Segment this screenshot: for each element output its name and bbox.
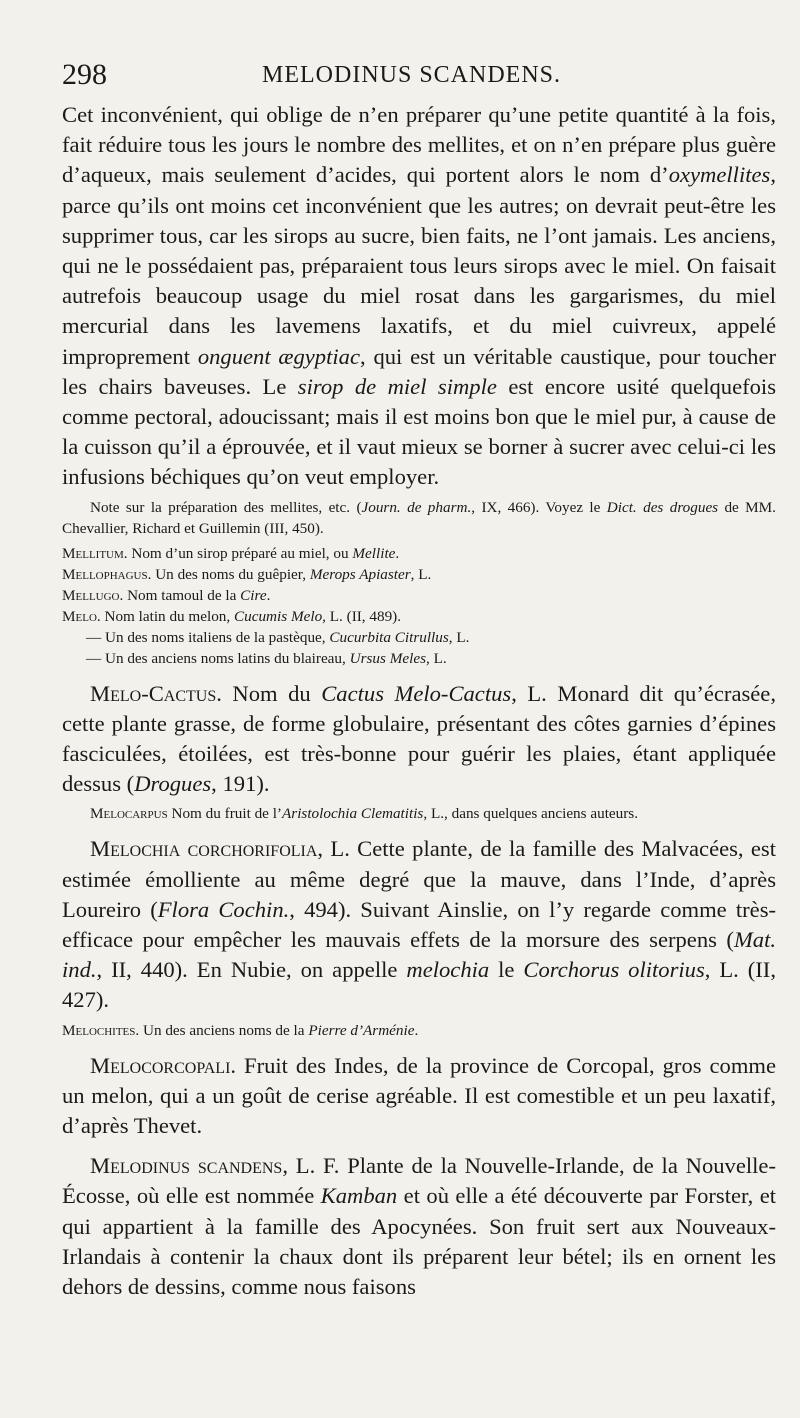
entry-headword: Melocarpus	[90, 805, 168, 823]
entry-melocarpus: Melocarpus Nom du fruit de l’Aristolochia Clematitis, L., dans quelques anciens auteurs.	[90, 805, 639, 823]
entry-melo-cactus: Melo-Cactus. Nom du Cactus Melo-Cactus, L. Monard dit qu’écrasée, cette plante grasse, de forme globulaire, présentant des côtes garnies d’épines fasciculées, étoilées, est très-bonne pour guérir les plaies, étant appliquée dessus (Drogues, 191).	[62, 680, 776, 797]
entry-melo-sub-1: — Un des noms italiens de la pastèque, Cucurbita Citrullus, L.	[86, 628, 470, 646]
entry-melochites: Melochites. Un des anciens noms de la Pierre d’Arménie.	[62, 1021, 419, 1039]
entry-mellugo: Mellugo. Nom tamoul de la Cire.	[62, 586, 271, 604]
entry-melo: Melo. Nom latin du melon, Cucumis Melo, L. (II, 489).	[62, 607, 402, 625]
entry-headword: Melo.	[62, 607, 101, 625]
entry-melo-sub-2: — Un des anciens noms latins du blaireau, Ursus Meles, L.	[86, 649, 447, 667]
entry-mellitum: Mellitum. Nom d’un sirop préparé au miel, ou Mellite.	[62, 544, 400, 562]
entry-headword: Melo-Cactus.	[90, 680, 222, 706]
entry-headword: Mellophagus.	[62, 565, 152, 583]
entry-headword: Mellugo.	[62, 586, 124, 604]
entry-headword: Melochites.	[62, 1021, 140, 1039]
note-mellites: Note sur la préparation des mellites, etc. (Journ. de pharm., IX, 466). Voyez le Dict. des drogues de MM. Chevallier, Richard et Guillemin (III, 450).	[62, 498, 776, 537]
entry-melochia: Melochia corchorifolia, L. Cette plante, de la famille des Malvacées, est estimée émolliente au même degré que la mauve, dans l’Inde, d’après Loureiro (Flora Cochin., 494). Suivant Ainslie, on l’y regarde comme très-efficace pour empêcher les mauvais effets de la morsure des serpens (Mat. ind., II, 440). En Nubie, on appelle melochia le Corchorus olitorius, L. (II, 427).	[62, 836, 777, 1013]
entry-headword: Melocorcopali.	[90, 1052, 237, 1078]
page-header	[62, 58, 760, 98]
running-title: MELODINUS SCANDENS.	[262, 62, 562, 88]
entry-headword: Melochia corchorifolia	[90, 836, 318, 862]
paragraph-mellites-continued: Cet inconvénient, qui oblige de n’en préparer qu’une petite quantité à la fois, fait réduire tous les jours le nombre des mellites, et on n’en prépare plus guère d’aqueux, mais seulement d’acides, qui portent alors le nom d’oxymellites, parce qu’ils ont moins cet inconvénient que les autres; on devrait peut-être les supprimer tous, car les sirops au sucre, bien faits, ne l’ont jamais. Les anciens, qui ne le possédaient pas, préparaient tous leurs sirops avec le miel. On faisait autrefois beaucoup usage du miel rosat dans les gargarismes, du miel mercurial dans les lavemens laxatifs, et du miel cuivreux, appelé improprement onguent ægyptiac, qui est un véritable caustique, pour toucher les chairs baveuses. Le sirop de miel simple est encore usité quelquefois comme pectoral, adoucissant; mais il est moins bon que le miel pur, à cause de la cuisson qu’il a éprouvée, et il vaut mieux se borner à sucrer avec celui-ci les infusions béchiques qu’on veut employer.	[62, 102, 776, 490]
entry-headword: Melodinus scandens	[90, 1153, 283, 1179]
entry-melocorcopali: Melocorcopali. Fruit des Indes, de la province de Corcopal, gros comme un melon, qui a un goût de cerise agréable. Il est comestible et un peu laxatif, d’après Thevet.	[62, 1052, 776, 1139]
page-number: 298	[62, 58, 107, 91]
entry-mellophagus: Mellophagus. Un des noms du guêpier, Merops Apiaster, L.	[62, 565, 432, 583]
page-body	[62, 100, 776, 1302]
entry-headword: Mellitum.	[62, 544, 128, 562]
entry-melodinus-scandens: Melodinus scandens, L. F. Plante de la Nouvelle-Irlande, de la Nouvelle-Écosse, où elle est nommée Kamban et où elle a été découverte par Forster, et qui appartient à la famille des Apocynées. Son fruit sert aux Nouveaux-Irlandais à contenir la chaux dont ils préparent leur bétel; ils en ornent les dehors de dessins, comme nous faisons	[62, 1153, 777, 1300]
